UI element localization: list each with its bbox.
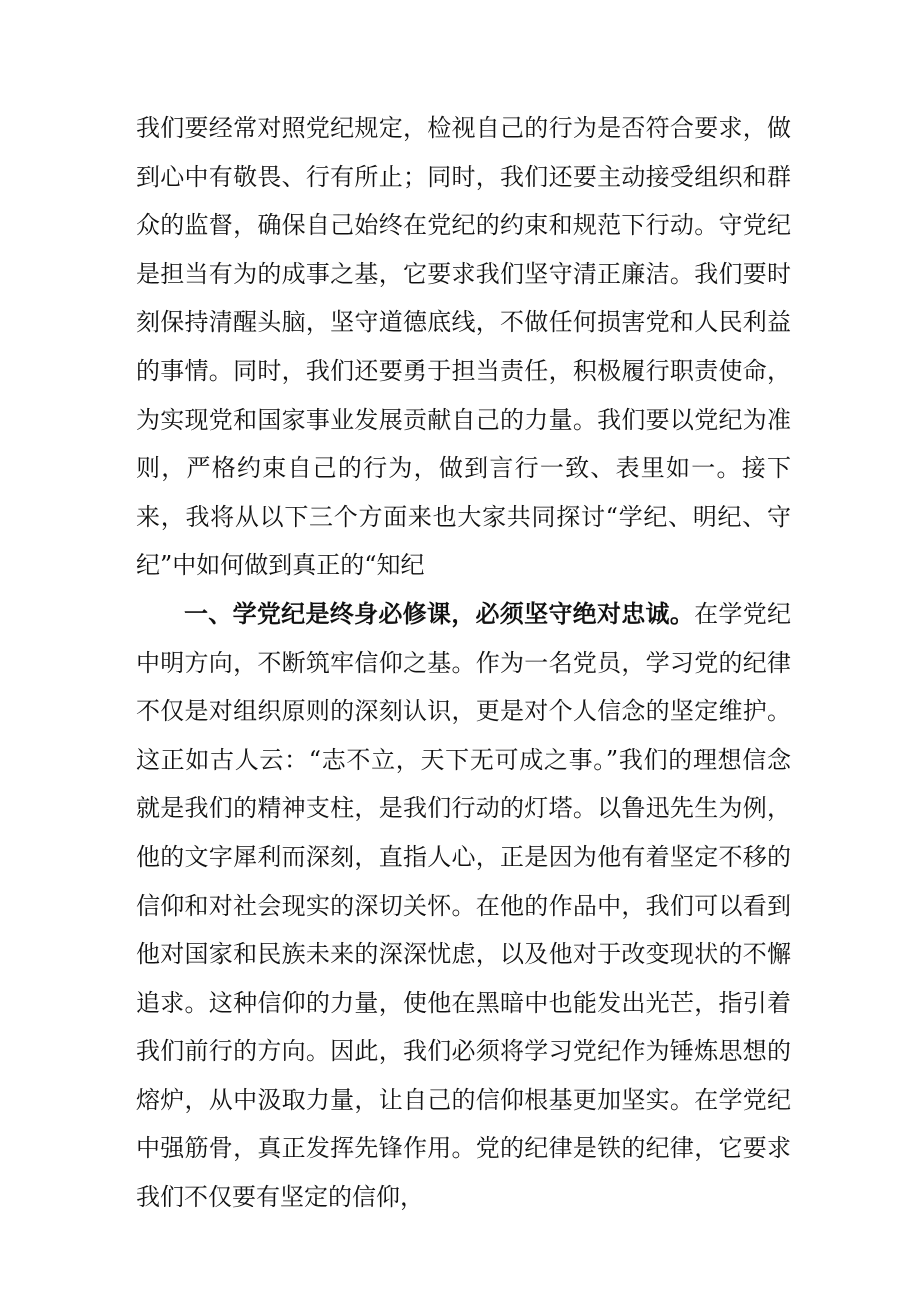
body-paragraph: 我们要经常对照党纪规定，检视自己的行为是否符合要求，做到心中有敬畏、行有所止；同时，我们还要主动接受组织和群众的监督，确保自己始终在党纪的约束和规范下行动。守党纪是担当有为的成事之基，它要求我们坚守清正廉洁。我们要时刻保持清醒头脑，坚守道德底线，不做任何损害党和人民利益的事情。同时，我们还要勇于担当责任，积极履行职责使命，为实现党和国家事业发展贡献自己的力量。我们要以党纪为准则，严格约束自己的行为，做到言行一致、表里如一。接下来，我将从以下三个方面来也大家共同探讨“学纪、明纪、守纪”中如何做到真正的“知纪 [136,114,791,580]
section-heading: 一、学党纪是终身必修课，必须坚守绝对忠诚。 [184,599,695,628]
section-body: 在学党纪中明方向，不断筑牢信仰之基。作为一名党员，学习党的纪律不仅是对组织原则的深刻认识，更是对个人信念的坚定维护。这正如古人云：“志不立，天下无可成之事。”我们的理想信念就是我们的精神支柱，是我们行动的灯塔。以鲁迅先生为例，他的文字犀利而深刻，直指人心，正是因为他有着坚定不移的信仰和对社会现实的深切关怀。在他的作品中，我们可以看到他对国家和民族未来的深深忧虑，以及他对于改变现状的不懈追求。这种信仰的力量，使他在黑暗中也能发出光芒，指引着我们前行的方向。因此，我们必须将学习党纪作为锤炼思想的熔炉，从中汲取力量，让自己的信仰根基更加坚实。在学党纪中强筋骨，真正发挥先锋作用。党的纪律是铁的纪律，它要求我们不仅要有坚定的信仰， [136,599,791,1212]
document-page [136,104,791,1222]
section-paragraph [136,590,791,1222]
